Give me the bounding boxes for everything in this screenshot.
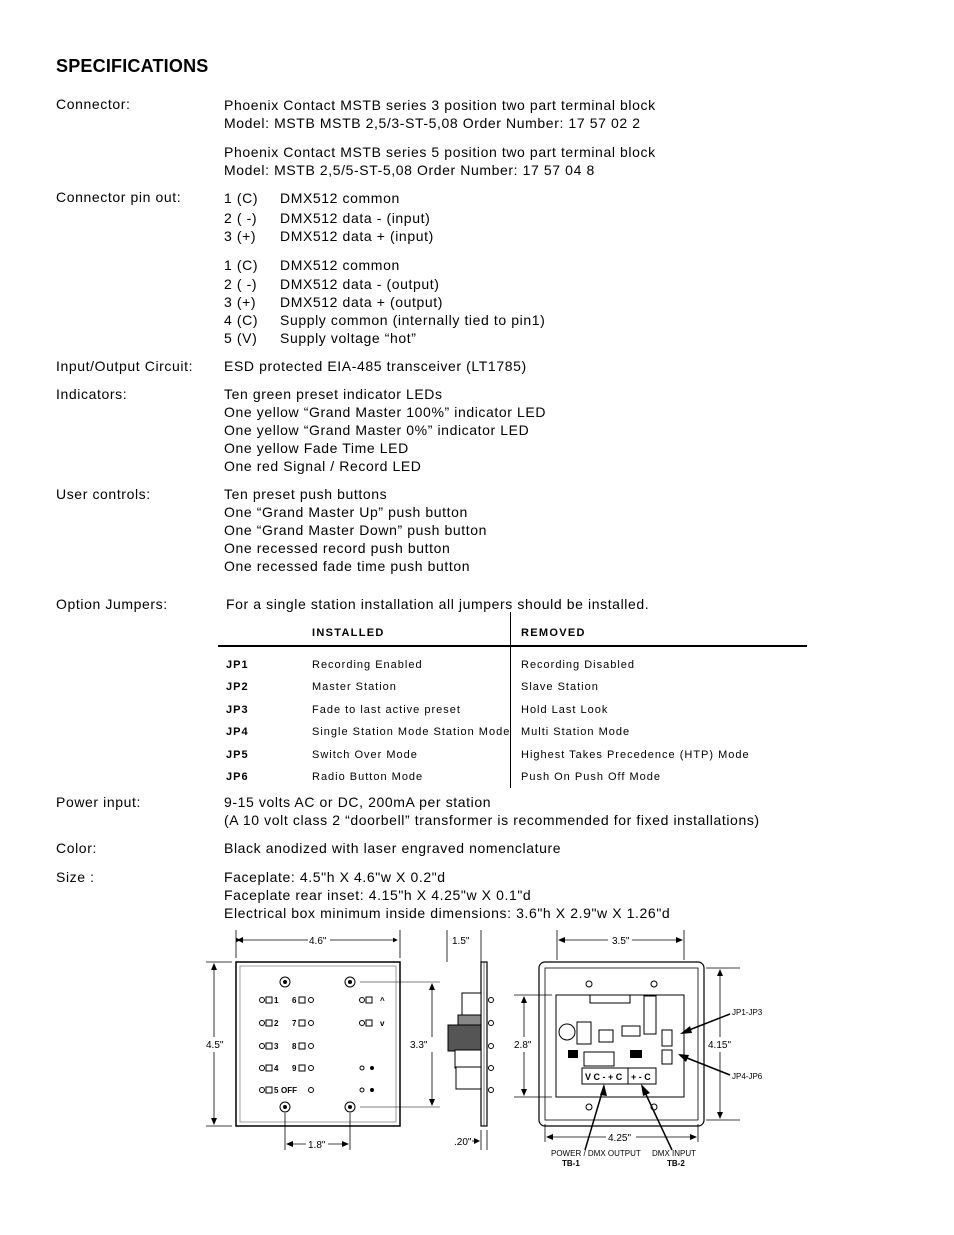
dimension-label: 4.6" <box>309 936 327 947</box>
svg-text:V C - + C: V C - + C <box>585 1072 623 1082</box>
indicator-item: One yellow “Grand Master 100%” indicator LED <box>224 404 547 420</box>
circuit-label: Input/Output Circuit: <box>56 358 194 374</box>
pin-row: 2 ( -) DMX512 data - (input) <box>224 210 431 226</box>
pin-row: 3 (+) DMX512 data + (input) <box>224 228 434 244</box>
size-label: Size : <box>56 869 95 885</box>
control-item: One “Grand Master Up” push button <box>224 504 468 520</box>
table-row: JP2 Master Station Slave Station <box>226 681 599 693</box>
dimension-label: 4.5" <box>206 1040 224 1051</box>
page-title: SPECIFICATIONS <box>56 56 209 76</box>
table-row: JP5 Switch Over Mode Highest Takes Precedence (HTP) Mode <box>226 749 750 761</box>
size-line: Electrical box minimum inside dimensions: 3.6"h X 2.9"w X 1.26"d <box>224 905 671 921</box>
pin-row: 1 (C) DMX512 common <box>224 257 400 273</box>
button-label: 6 <box>292 996 297 1005</box>
dimension-label: 1.8" <box>308 1140 326 1151</box>
control-item: One recessed fade time push button <box>224 558 471 574</box>
power-label: Power input: <box>56 794 142 810</box>
pin-row: 2 ( -) DMX512 data - (output) <box>224 276 440 292</box>
connector-line: Phoenix Contact MSTB series 3 position two part terminal block <box>224 97 656 113</box>
dimension-label: 4.15" <box>708 1040 732 1051</box>
rear-view <box>514 930 763 1168</box>
circuit-value: ESD protected EIA-485 transceiver (LT1785) <box>224 358 527 374</box>
dimension-label: .20" <box>454 1137 472 1148</box>
connector-line: Model: MSTB 2,5/5-ST-5,08 Order Number: 17 57 04 8 <box>224 162 595 178</box>
pin-row: 1 (C) DMX512 common <box>224 190 400 206</box>
svg-text:+ - C: + - C <box>631 1072 651 1082</box>
indicator-item: One yellow Fade Time LED <box>224 440 409 456</box>
button-label: 9 <box>292 1064 297 1073</box>
side-view <box>447 930 494 1150</box>
indicator-item: One red Signal / Record LED <box>224 458 422 474</box>
color-label: Color: <box>56 840 97 856</box>
controls-label: User controls: <box>56 486 151 502</box>
control-item: One recessed record push button <box>224 540 451 556</box>
button-label: 2 <box>274 1019 279 1028</box>
table-row: JP1 Recording Enabled Recording Disabled <box>226 659 635 671</box>
button-label: 4 <box>274 1064 279 1073</box>
jumper-callout: JP4-JP6 <box>732 1072 763 1081</box>
size-line: Faceplate: 4.5"h X 4.6"w X 0.2"d <box>224 869 446 885</box>
table-row: JP4 Single Station Mode Station Mode Multi Station Mode <box>226 726 631 738</box>
power-line: (A 10 volt class 2 “doorbell” transformer is recommended for fixed installations) <box>224 812 760 828</box>
button-label: 8 <box>292 1042 297 1051</box>
jumpers-label: Option Jumpers: <box>56 596 168 612</box>
pin-row: 5 (V) Supply voltage “hot” <box>224 330 417 346</box>
color-value: Black anodized with laser engraved nomenclature <box>224 840 562 856</box>
column-header-installed: INSTALLED <box>312 627 385 639</box>
power-line: 9-15 volts AC or DC, 200mA per station <box>224 794 492 810</box>
connector-label: Connector: <box>56 96 131 112</box>
dimension-label: 3.5" <box>612 936 630 947</box>
size-line: Faceplate rear inset: 4.15"h X 4.25"w X 0.1"d <box>224 887 532 903</box>
down-arrow-icon: v <box>380 1019 385 1028</box>
connector-line: Model: MSTB MSTB 2,5/3-ST-5,08 Order Number: 17 57 02 2 <box>224 115 641 131</box>
pinout-label: Connector pin out: <box>56 189 182 205</box>
up-arrow-icon: ^ <box>380 996 385 1005</box>
table-row: JP3 Fade to last active preset Hold Last Look <box>226 704 609 716</box>
button-label: 5 <box>274 1086 279 1095</box>
terminal-callout: DMX INPUT <box>652 1149 696 1158</box>
column-header-removed: REMOVED <box>521 627 586 639</box>
connector-line: Phoenix Contact MSTB series 5 position two part terminal block <box>224 144 656 160</box>
terminal-callout: TB-2 <box>667 1159 685 1168</box>
button-label: OFF <box>281 1086 297 1095</box>
jumper-callout: JP1-JP3 <box>732 1008 763 1017</box>
dimension-label: 3.3" <box>410 1040 428 1051</box>
dimension-label: 4.25" <box>608 1133 632 1144</box>
dimension-label: 2.8" <box>514 1040 532 1051</box>
pin-row: 4 (C) Supply common (internally tied to pin1) <box>224 312 546 328</box>
button-label: 1 <box>274 996 279 1005</box>
terminal-callout: TB-1 <box>562 1159 580 1168</box>
button-label: 7 <box>292 1019 297 1028</box>
indicator-item: Ten green preset indicator LEDs <box>224 386 443 402</box>
terminal-callout: POWER / DMX OUTPUT <box>551 1149 641 1158</box>
control-item: Ten preset push buttons <box>224 486 388 502</box>
indicator-item: One yellow “Grand Master 0%” indicator LED <box>224 422 530 438</box>
jumpers-intro: For a single station installation all jumpers should be installed. <box>226 596 650 612</box>
table-row: JP6 Radio Button Mode Push On Push Off Mode <box>226 771 662 783</box>
dimension-label: 1.5" <box>452 936 470 947</box>
control-item: One “Grand Master Down” push button <box>224 522 488 538</box>
indicators-label: Indicators: <box>56 386 128 402</box>
pin-row: 3 (+) DMX512 data + (output) <box>224 294 444 310</box>
button-label: 3 <box>274 1042 279 1051</box>
